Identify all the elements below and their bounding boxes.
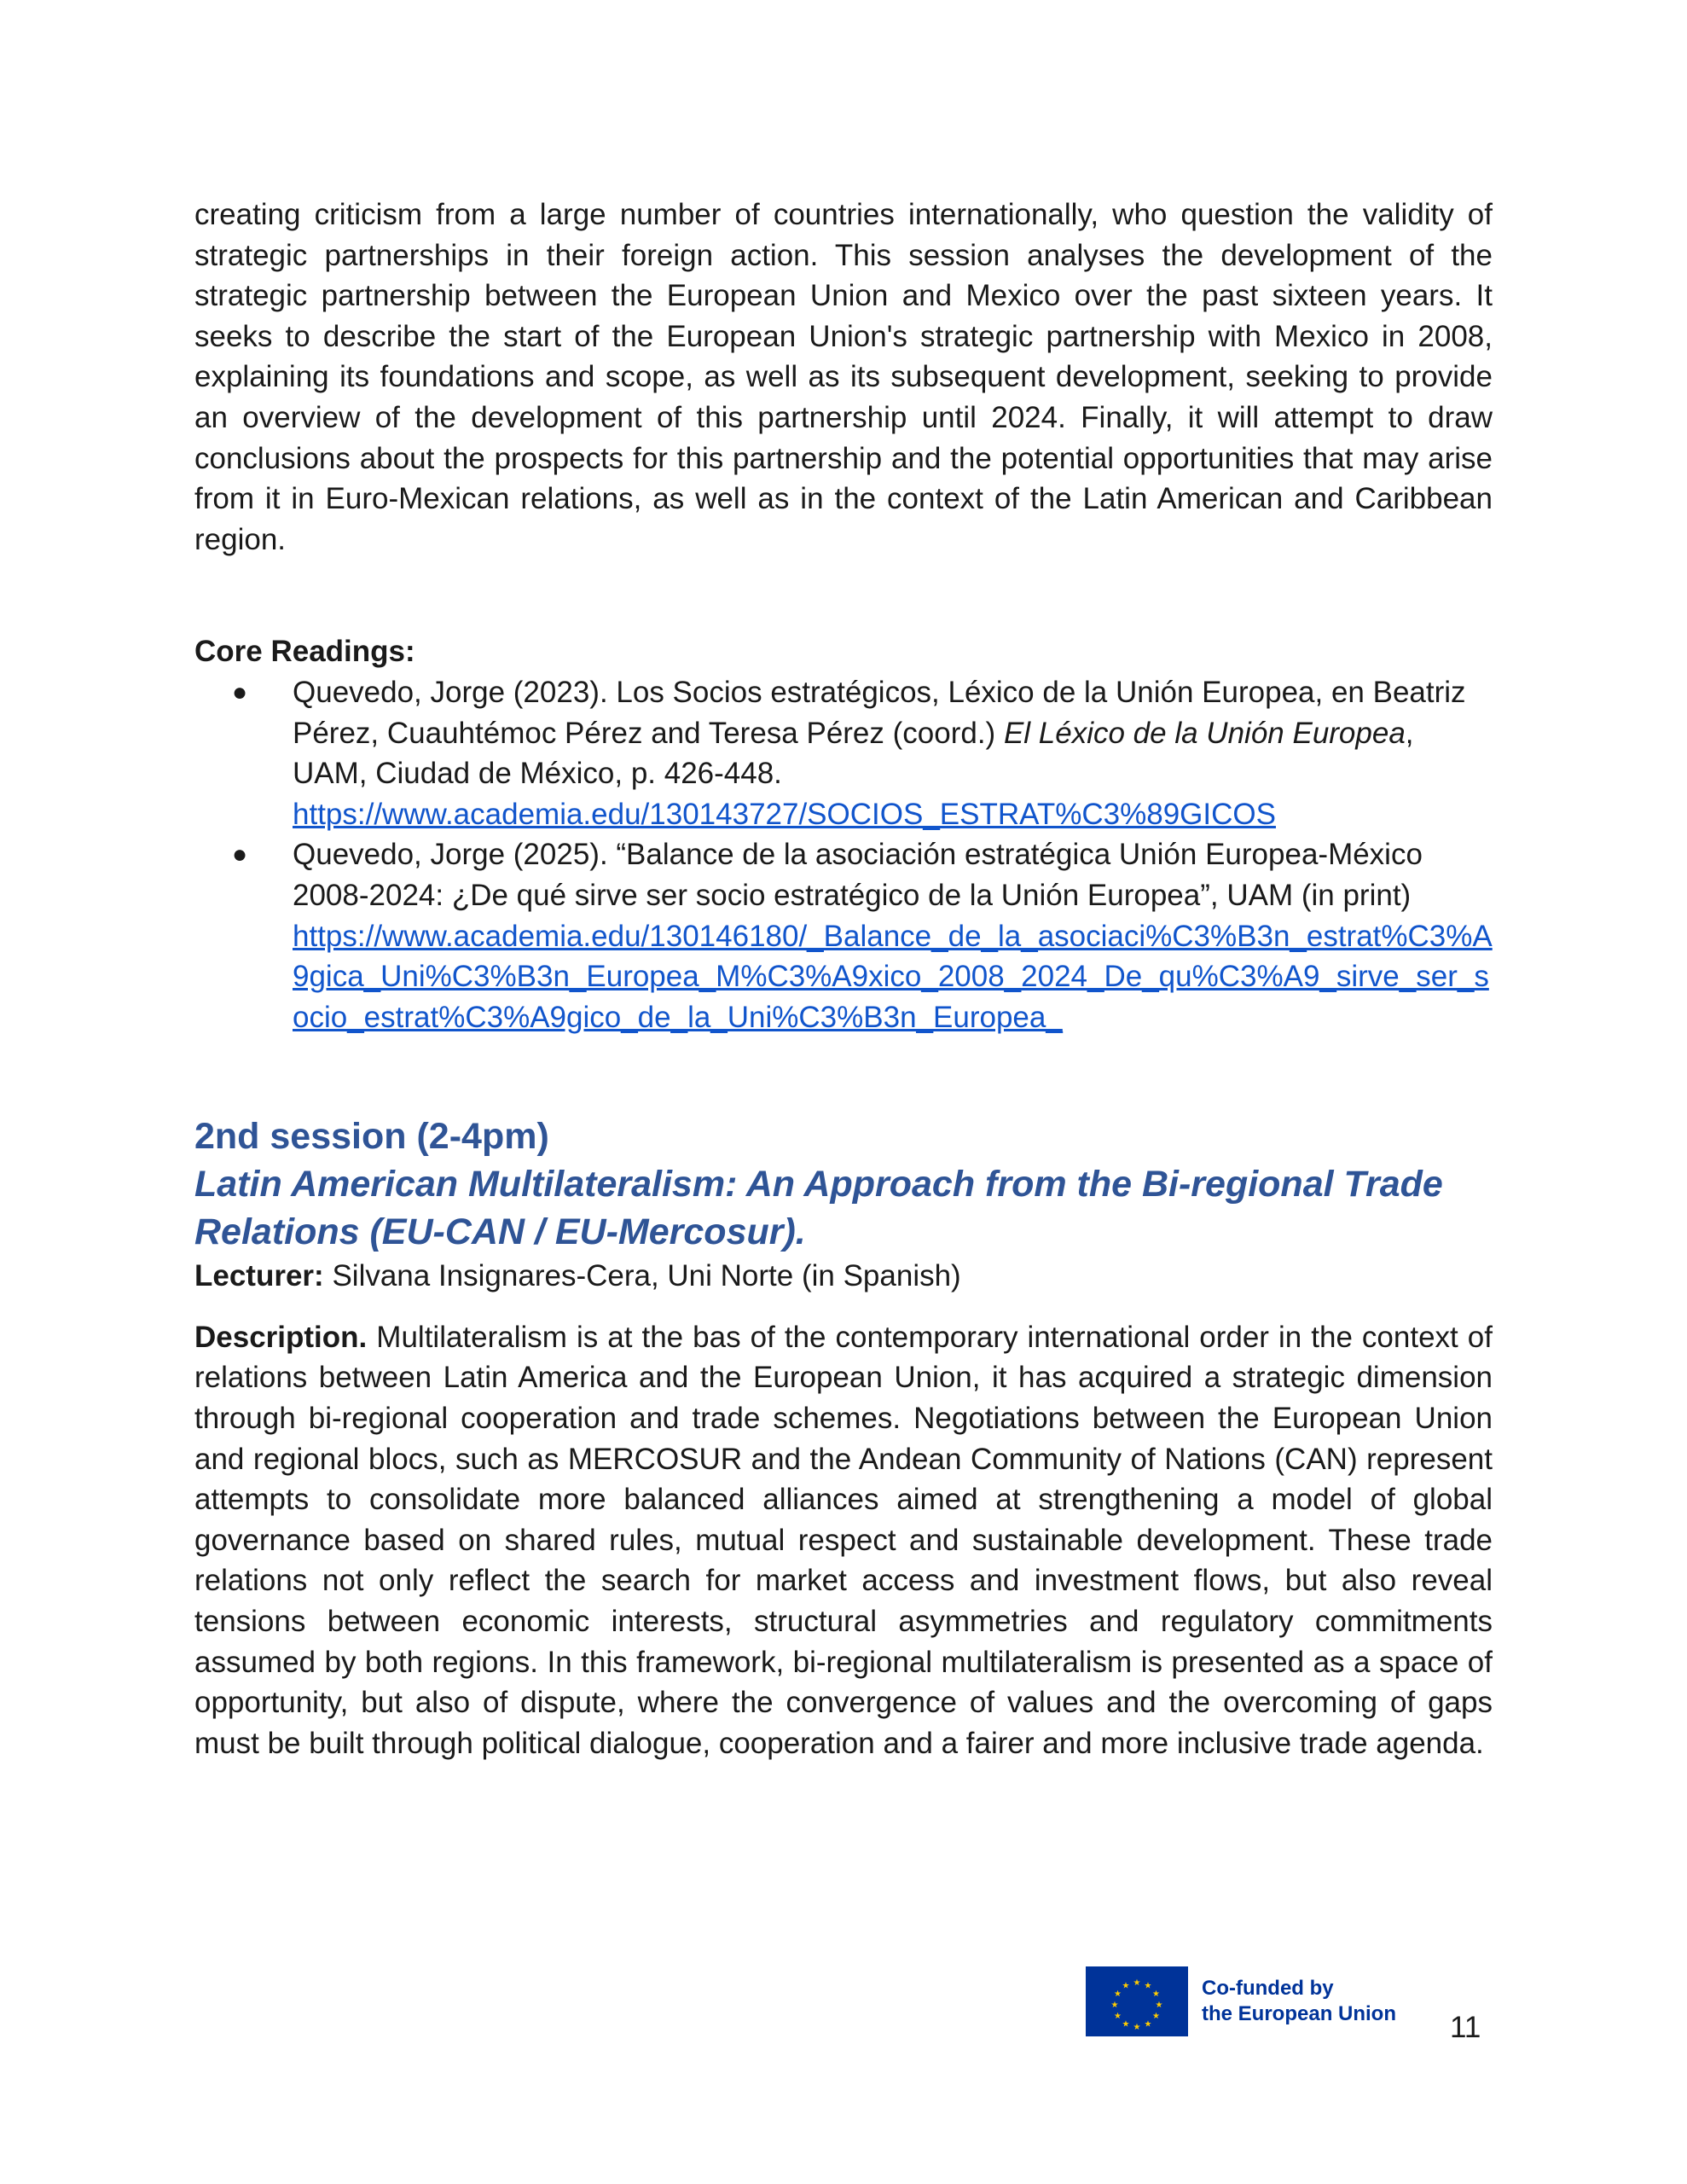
- session-title: Latin American Multilateralism: An Approach from the Bi-regional Trade Relations (EU-CAN / EU-Mercosur).: [194, 1164, 1443, 1253]
- page-number: 11: [1450, 2011, 1481, 2044]
- session-heading: 2nd session (2-4pm): [194, 1116, 549, 1158]
- lecturer-label: Lecturer:: [194, 1259, 324, 1293]
- eu-flag-icon: [1086, 1966, 1188, 2036]
- reading-citation-end: , UAM, Ciudad de México, p. 426-448.: [293, 716, 1414, 791]
- bullet-icon: ●: [232, 677, 248, 706]
- svg-text:★: ★: [1110, 2001, 1119, 2010]
- reading-link[interactable]: https://www.academia.edu/130143727/SOCIOS_ESTRAT%C3%89GICOS: [293, 797, 1276, 831]
- reading-book-title: El Léxico de la Unión Europea: [1003, 716, 1406, 750]
- reading-citation: Quevedo, Jorge (2023). Los Socios estratégicos, Léxico de la Unión Europea, en Beatriz Pérez, Cuauhtémoc Pérez and Teresa Pérez (coord.): [293, 675, 1466, 750]
- description-paragraph: [194, 1317, 1493, 1764]
- svg-text:★: ★: [1122, 1981, 1130, 1991]
- svg-text:★: ★: [1144, 1981, 1152, 1991]
- svg-text:★: ★: [1155, 2001, 1163, 2010]
- svg-text:★: ★: [1152, 2012, 1160, 2021]
- eu-cofunded-badge: [1086, 1966, 1444, 2036]
- spacer: [194, 1037, 1493, 1112]
- svg-text:★: ★: [1133, 2023, 1141, 2032]
- lecturer-value: Silvana Insignares-Cera, Uni Norte (in Spanish): [323, 1259, 961, 1293]
- svg-text:★: ★: [1114, 1989, 1122, 1999]
- description-label: Description.: [194, 1320, 368, 1354]
- svg-text:★: ★: [1144, 2019, 1152, 2030]
- bullet-icon: ●: [232, 840, 248, 869]
- reading-item: [194, 834, 1493, 1037]
- core-readings-list: [194, 672, 1493, 1037]
- description-text: Multilateralism is at the bas of the contemporary international order in the context of relations between Latin America and the European Union, it has acquired a strategic dimension through bi-regional cooperation and trade schemes. Negotiations between the European Union and regional blocs, such as MERCOSUR and the Andean Community of Nations (CAN) represent attempts to consolidate more balanced alliances aimed at strengthening a model of global governance based on shared rules, mutual respect and sustainable development. These trade relations not only reflect the search for market access and investment flows, but also reveal tensions between economic interests, structural asymmetries and regulatory commitments assumed by both regions. In this framework, bi-regional multilateralism is presented as a space of opportunity, but also of dispute, where the convergence of values and the overcoming of gaps must be built through political dialogue, cooperation and a fairer and more inclusive trade agenda.: [194, 1320, 1493, 1760]
- reading-link[interactable]: https://www.academia.edu/130146180/_Balance_de_la_asociaci%C3%B3n_estrat%C3%A9gica_Uni%C3%B3n_Europea_M%C3%A9xico_2008_2024_De_qu%C3%A9_sirve_ser_socio_estrat%C3%A9gico_de_la_Uni%C3%B3n_Europea_: [293, 919, 1493, 1034]
- intro-paragraph: creating criticism from a large number of countries internationally, who question the validity of strategic partnerships in their foreign action. This session analyses the development of the strategic partnership between the European Union and Mexico over the past sixteen years. It seeks to describe the start of the European Union's strategic partnership with Mexico in 2008, explaining its foundations and scope, as well as its subsequent development, seeking to provide an overview of the development of this partnership until 2024. Finally, it will attempt to draw conclusions about the prospects for this partnership and the potential opportunities that may arise from it in Euro-Mexican relations, as well as in the context of the Latin American and Caribbean region.: [194, 198, 1493, 556]
- page-content: [194, 195, 1493, 1763]
- cofunded-text: [1202, 1976, 1396, 2027]
- svg-text:★: ★: [1122, 2019, 1130, 2030]
- reading-item: [194, 672, 1493, 834]
- svg-text:★: ★: [1152, 1989, 1160, 1999]
- spacer: [194, 560, 1493, 631]
- reading-citation: Quevedo, Jorge (2025). “Balance de la asociación estratégica Unión Europea-México 2008-2024: ¿De qué sirve ser socio estratégico de la Unión Europea”, UAM (in print): [293, 838, 1423, 912]
- lecturer-line: [194, 1256, 1493, 1297]
- cofunded-line-2: the European Union: [1202, 2002, 1396, 2025]
- svg-text:★: ★: [1133, 1978, 1141, 1988]
- svg-text:★: ★: [1114, 2012, 1122, 2021]
- core-readings-heading: Core Readings:: [194, 635, 415, 669]
- cofunded-line-1: Co-funded by: [1202, 1977, 1334, 2000]
